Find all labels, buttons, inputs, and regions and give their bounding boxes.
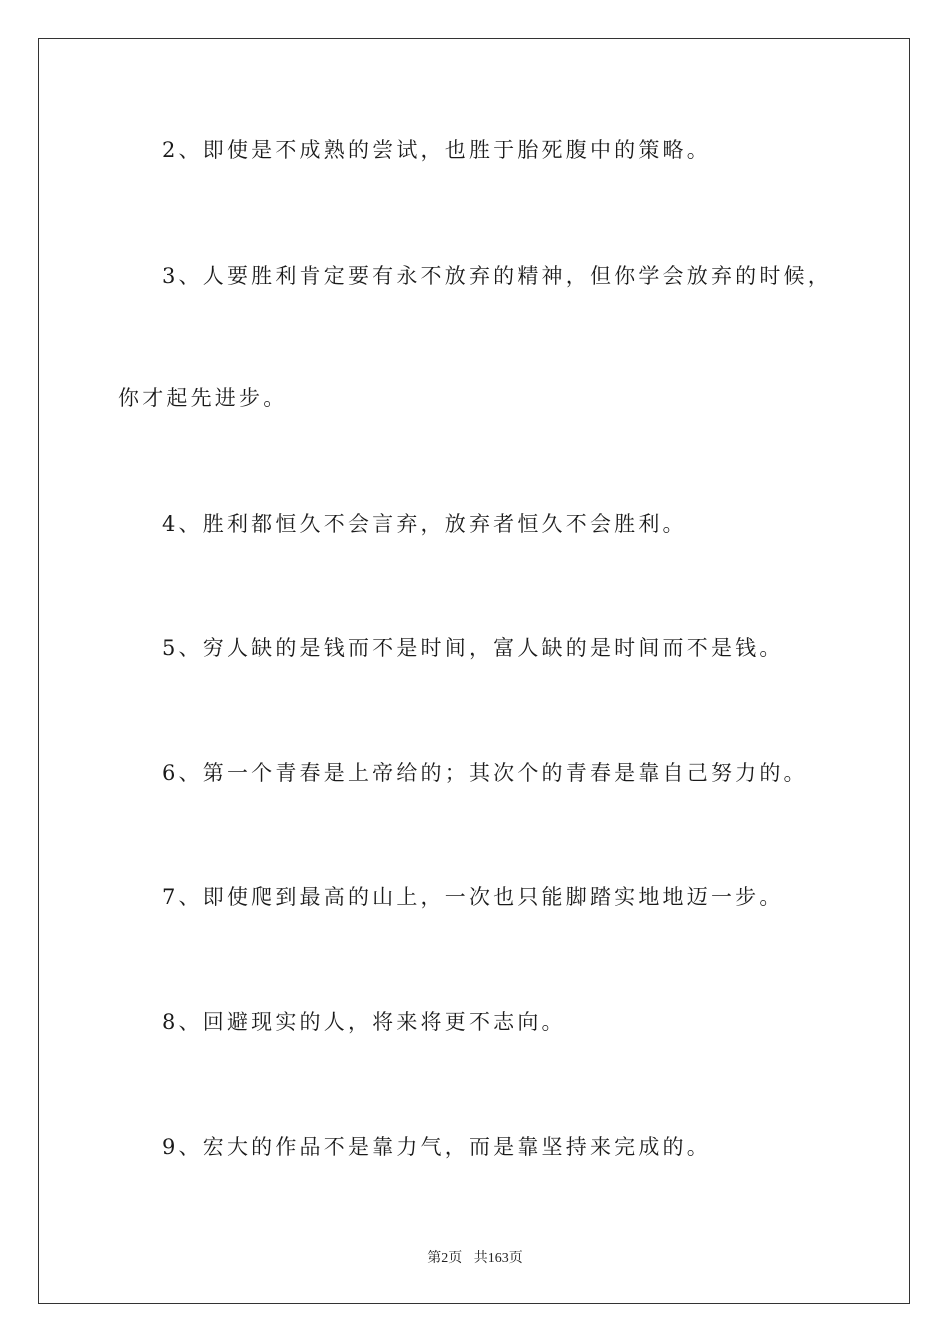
quote-item-5: 5、穷人缺的是钱而不是时间，富人缺的是时间而不是钱。: [162, 636, 784, 660]
quote-item-2: 2、即使是不成熟的尝试，也胜于胎死腹中的策略。: [162, 138, 711, 162]
quote-item-8: 8、回避现实的人，将来将更不志向。: [162, 1010, 566, 1034]
quote-item-9: 9、宏大的作品不是靠力气，而是靠坚持来完成的。: [162, 1135, 711, 1159]
page-footer: [0, 1247, 950, 1267]
quote-item-3: 3、人要胜利肯定要有永不放弃的精神，但你学会放弃的时候，: [162, 264, 832, 288]
quote-item-6: 6、第一个青春是上帝给的；其次个的青春是靠自己努力的。: [162, 761, 808, 785]
page-border: [38, 38, 910, 1304]
quote-item-3-continued: 你才起先进步。: [118, 386, 288, 410]
quote-item-4: 4、胜利都恒久不会言弃，放弃者恒久不会胜利。: [162, 512, 687, 536]
quote-item-7: 7、即使爬到最高的山上，一次也只能脚踏实地地迈一步。: [162, 885, 784, 909]
total-pages: 共163页: [473, 1251, 523, 1266]
page-number: 第2页: [427, 1251, 463, 1266]
